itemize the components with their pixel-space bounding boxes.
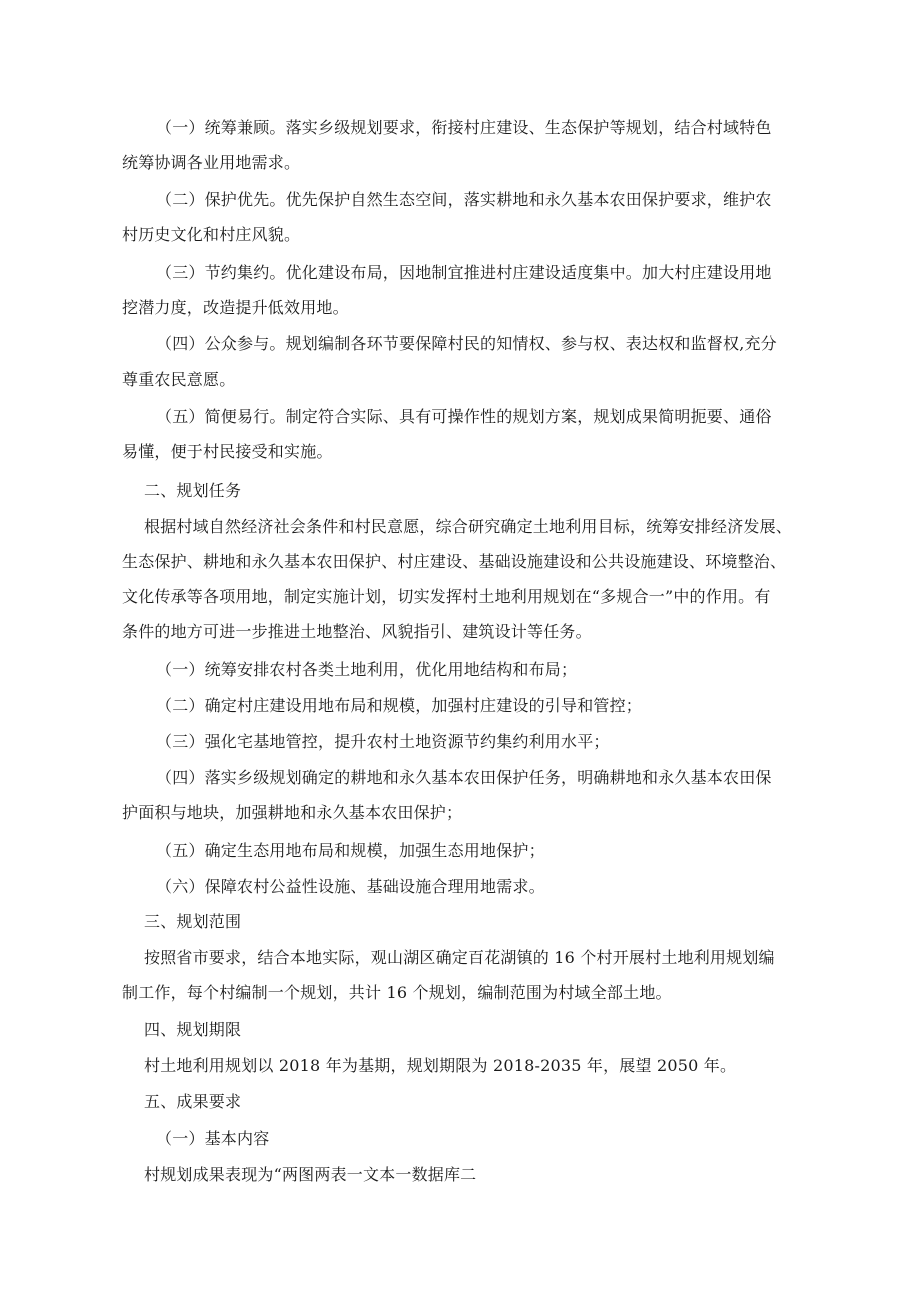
section-heading-scope: 三、规划范围 [144, 912, 242, 931]
principle-2-line-2: 村历史文化和村庄风貌。 [122, 225, 301, 244]
section-heading-period: 四、规划期限 [144, 1020, 242, 1039]
task-item-4-line-1: （四）落实乡级规划确定的耕地和永久基本农田保护任务，明确耕地和永久基本农田保 [156, 768, 772, 787]
tasks-intro-line-4: 条件的地方可进一步推进土地整治、风貌指引、建筑设计等任务。 [122, 622, 592, 641]
scope-line-2: 制工作，每个村编制一个规划，共计 16 个规划，编制范围为村域全部土地。 [122, 983, 672, 1002]
section-heading-tasks: 二、规划任务 [144, 481, 242, 500]
principle-3-line-1: （三）节约集约。优化建设布局，因地制宜推进村庄建设适度集中。加大村庄建设用地 [156, 263, 772, 282]
principle-3-line-2: 挖潜力度，改造提升低效用地。 [122, 298, 349, 317]
task-item-4-line-2: 护面积与地块，加强耕地和永久基本农田保护； [122, 803, 463, 822]
tasks-intro-line-1: 根据村域自然经济社会条件和村民意愿，综合研究确定土地利用目标，统筹安排经济发展、 [144, 517, 793, 536]
principle-1-line-2: 统筹协调各业用地需求。 [122, 153, 301, 172]
principle-1-line-1: （一）统筹兼顾。落实乡级规划要求，衔接村庄建设、生态保护等规划，结合村域特色 [156, 118, 772, 137]
principle-5-line-2: 易懂，便于村民接受和实施。 [122, 442, 333, 461]
subsection-basic-content: （一）基本内容 [156, 1129, 270, 1148]
tasks-intro-line-3: 文化传承等各项用地，制定实施计划，切实发挥村土地利用规划在“多规合一”中的作用。有 [122, 587, 771, 606]
principle-5-line-1: （五）简便易行。制定符合实际、具有可操作性的规划方案，规划成果简明扼要、通俗 [156, 407, 772, 426]
task-item-2: （二）确定村庄建设用地布局和规模，加强村庄建设的引导和管控； [156, 696, 643, 715]
principle-4-line-2: 尊重农民意愿。 [122, 370, 236, 389]
principle-2-line-1: （二）保护优先。优先保护自然生态空间，落实耕地和永久基本农田保护要求，维护农 [156, 190, 772, 209]
task-item-6: （六）保障农村公益性设施、基础设施合理用地需求。 [156, 877, 545, 896]
scope-line-1: 按照省市要求，结合本地实际，观山湖区确定百花湖镇的 16 个村开展村土地利用规划编 [144, 948, 775, 967]
principle-4-line-1: （四）公众参与。规划编制各环节要保障村民的知情权、参与权、表达权和监督权,充分 [156, 334, 777, 353]
task-item-5: （五）确定生态用地布局和规模，加强生态用地保护； [156, 841, 545, 860]
tasks-intro-line-2: 生态保护、耕地和永久基本农田保护、村庄建设、基础设施建设和公共设施建设、环境整治、 [122, 552, 787, 571]
task-item-1: （一）统筹安排农村各类土地利用，优化用地结构和布局； [156, 660, 578, 679]
task-item-3: （三）强化宅基地管控，提升农村土地资源节约集约利用水平； [156, 732, 610, 751]
section-heading-deliverables: 五、成果要求 [144, 1092, 242, 1111]
deliverables-line: 村规划成果表现为“两图两表一文本一数据库二 [144, 1165, 477, 1184]
period-line: 村土地利用规划以 2018 年为基期，规划期限为 2018-2035 年，展望 2050 年。 [144, 1056, 737, 1075]
